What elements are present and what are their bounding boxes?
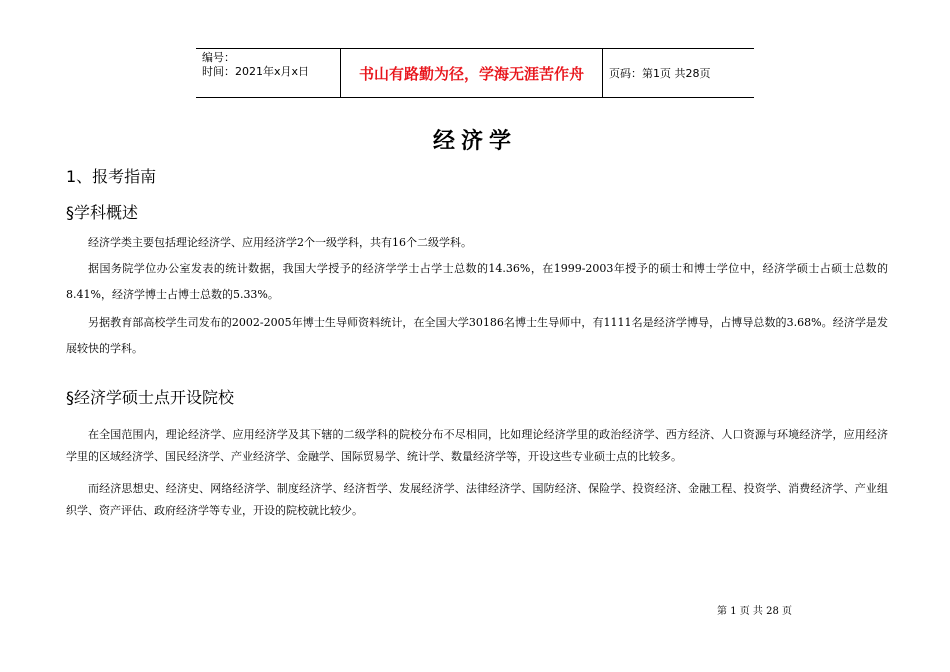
header-time: 时间：2021年x月x日	[202, 65, 310, 78]
header-page-number: 页码：第1页 共28页	[609, 67, 711, 80]
page-header	[196, 48, 754, 98]
paragraph: 在全国范围内，理论经济学、应用经济学及其下辖的二级学科的院校分布不尽相同，比如理论经济学里的政治经济学、西方经济、人口资源与环境经济学，应用经济学里的区域经济学、国民经济学、产业经济学、金融学、国际贸易学、统计学、数量经济学等，开设这些专业硕士点的比较多。	[66, 428, 888, 463]
header-meta	[196, 49, 341, 97]
paragraph: 另据教育部高校学生司发布的2002-2005年博士生导师资料统计，在全国大学30186名博士生导师中，有1111名是经济学博导，占博导总数的3.68%。经济学是发展较快的学科。	[66, 316, 888, 355]
header-number: 编号：	[202, 51, 235, 64]
subsection-heading-master-programs: §经济学硕士点开设院校	[66, 388, 235, 407]
page-footer: 第 1 页 共 28 页	[717, 606, 792, 617]
subsection-heading-overview: §学科概述	[66, 203, 139, 222]
paragraph: 经济学类主要包括理论经济学、应用经济学2个一级学科，共有16个二级学科。	[88, 236, 472, 249]
section-heading-exam-guide: 1、报考指南	[66, 167, 157, 186]
paragraph: 据国务院学位办公室发表的统计数据，我国大学授予的经济学学士占学士总数的14.36%，在1999-2003年授予的硕士和博士学位中，经济学硕士占硕士总数的8.41%，经济学博士占博士总数的5.33%。	[66, 262, 888, 301]
document-title: 经济学	[432, 128, 517, 154]
paragraph: 而经济思想史、经济史、网络经济学、制度经济学、经济哲学、发展经济学、法律经济学、国防经济、保险学、投资经济、金融工程、投资学、消费经济学、产业组织学、资产评估、政府经济学等专业，开设的院校就比较少。	[66, 482, 888, 517]
header-motto: 书山有路勤为径，学海无涯苦作舟	[341, 49, 603, 97]
